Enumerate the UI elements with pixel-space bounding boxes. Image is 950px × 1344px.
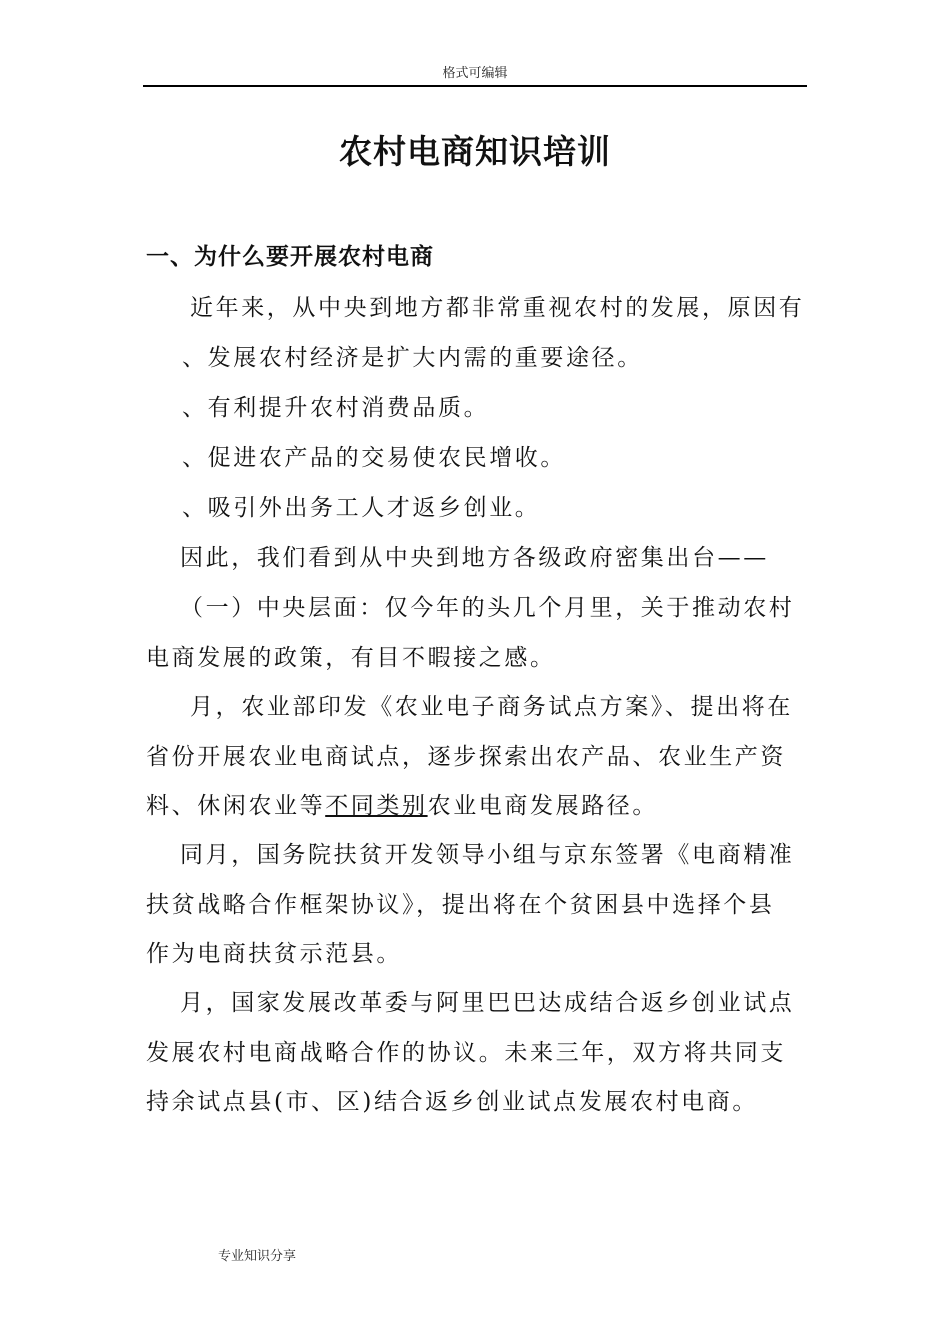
paragraph-line: 电商发展的政策，有目不暇接之感。 [146,645,556,671]
list-item: 、发展农村经济是扩大内需的重要途径。 [182,345,643,371]
list-item: 、促进农产品的交易使农民增收。 [182,445,566,471]
page-header-text: 格式可编辑 [442,66,508,81]
text-run: 料、休闲农业等 [146,793,326,819]
paragraph-line: 省份开展农业电商试点，逐步探索出农产品、农业生产资 [146,744,786,770]
section-heading: 一、为什么要开展农村电商 [146,243,434,270]
paragraph-line: 月，国家发展改革委与阿里巴巴达成结合返乡创业试点 [180,990,795,1016]
paragraph-line: 扶贫战略合作框架协议》，提出将在个贫困县中选择个县 [146,892,775,918]
paragraph-line: （一）中央层面：仅今年的头几个月里，关于推动农村 [180,595,795,621]
list-item: 、有利提升农村消费品质。 [182,395,490,421]
paragraph-line [146,789,658,823]
paragraph-line: 同月，国务院扶贫开发领导小组与京东签署《电商精准 [180,842,795,868]
paragraph-line: 因此，我们看到从中央到地方各级政府密集出台—— [180,545,769,571]
document-title: 农村电商知识培训 [339,132,611,171]
paragraph-line: 月，农业部印发《农业电子商务试点方案》、提出将在 [190,694,793,720]
underlined-text: 不同类别 [325,793,428,819]
header-rule [143,85,807,87]
paragraph-line: 发展农村电商战略合作的协议。未来三年，双方将共同支 [146,1040,786,1066]
list-item: 、吸引外出务工人才返乡创业。 [182,495,541,521]
text-run: 农业电商发展路径。 [427,793,659,819]
paragraph-line: 近年来，从中央到地方都非常重视农村的发展，原因有 [190,295,805,321]
page-footer-text: 专业知识分享 [218,1249,297,1264]
paragraph-line: 持余试点县(市、区)结合返乡创业试点发展农村电商。 [146,1089,758,1115]
paragraph-line: 作为电商扶贫示范县。 [146,941,402,967]
